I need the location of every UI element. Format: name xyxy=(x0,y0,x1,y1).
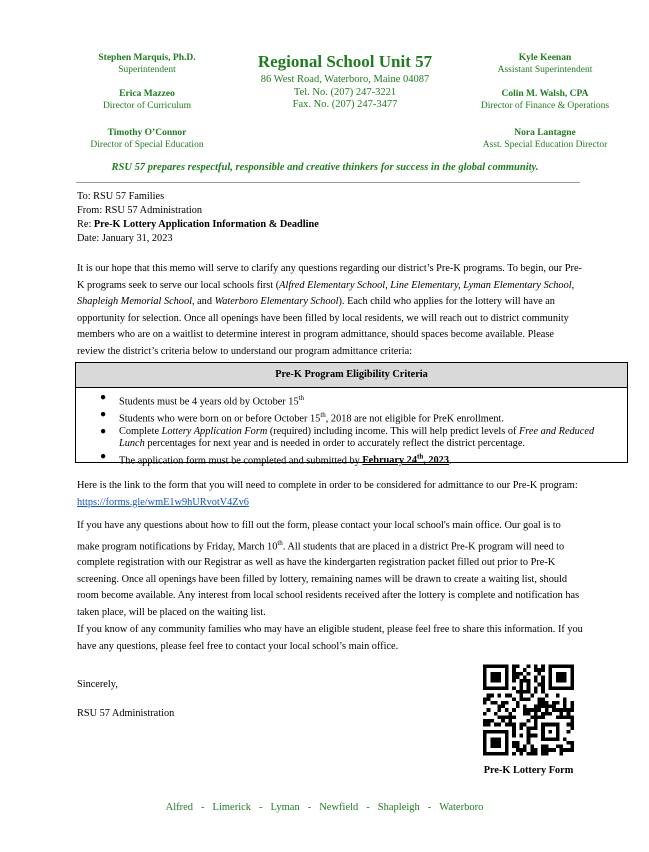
intro-paragraph xyxy=(77,261,583,360)
staff-right-2 xyxy=(470,88,620,112)
deadline-year: , 2023 xyxy=(423,455,449,467)
separator: - xyxy=(427,802,432,813)
criteria-item xyxy=(76,409,627,426)
town: Alfred xyxy=(165,802,194,813)
criteria-item xyxy=(76,451,627,468)
memo-subject: Pre-K Lottery Application Information & Deadline xyxy=(93,219,319,230)
district-fax: Fax. No. (207) 247-3477 xyxy=(292,99,398,110)
link-text: Here is the link to the form that you will need to complete in order to be considered for admittance to our Pre-K program: xyxy=(77,480,578,491)
staff-role: Director of Finance & Operations xyxy=(480,101,610,111)
memo-date: Date: January 31, 2023 xyxy=(77,233,173,244)
criteria-text: Students must be 4 years old by October 15 xyxy=(119,396,299,408)
questions-text: . All students that are placed in a district Pre-K program will need to complete registration with our Registrar as well as have the kindergarten registration packet filled out prior to Pre-K screening. Once all openings have been filled by lottery, remaining names will be drawn to create a waiting list, should room become available. Any interest from local school residents received after the lottery is complete and notification has taken place, will be placed on the waiting list. xyxy=(77,540,580,618)
town: Limerick xyxy=(212,802,252,813)
staff-name: Nora Lantagne xyxy=(514,128,576,138)
criteria-emphasis: Free and Reduced Lunch xyxy=(119,425,595,450)
separator: - xyxy=(307,802,312,813)
memo-to: To: RSU 57 Families xyxy=(77,191,165,202)
criteria-text: percentages for next year and is needed in order to accurately reflect the district percentage. xyxy=(144,438,525,450)
memo-re-prefix: Re: xyxy=(77,219,94,230)
criteria-text: , 2018 are not eligible for PreK enrollment. xyxy=(325,413,504,425)
superscript: th xyxy=(277,538,283,547)
bullet-icon: ● xyxy=(100,450,107,462)
district-tel: Tel. No. (207) 247-3221 xyxy=(293,86,397,98)
letterhead-center xyxy=(214,52,476,112)
criteria-text: Complete xyxy=(119,425,162,437)
criteria-heading: Pre-K Program Eligibility Criteria xyxy=(76,363,627,388)
district-title: Regional School Unit 57 xyxy=(257,52,433,71)
header-divider xyxy=(76,182,580,183)
share-paragraph: If you know of any community families who may have an eligible student, please feel free to share this information. If you have any questions, please feel free to contact your local school’s main office. xyxy=(77,624,583,652)
bullet-icon: ● xyxy=(100,392,107,403)
deadline-period: . xyxy=(448,455,452,467)
superscript: th xyxy=(320,410,326,419)
staff-role: Superintendent xyxy=(118,65,176,75)
closing-sincerely: Sincerely, xyxy=(77,679,118,690)
intro-school-b: Shapleigh Memorial School xyxy=(77,296,192,307)
intro-schools-a: Alfred Elementary School, Line Elementary, Lyman Elementary School xyxy=(279,279,572,291)
closing-signature: RSU 57 Administration xyxy=(77,708,175,719)
deadline xyxy=(362,452,449,467)
staff-role: Assistant Superintendent xyxy=(497,65,593,75)
staff-name: Stephen Marquis, Ph.D. xyxy=(98,53,196,63)
memo-header xyxy=(77,190,319,246)
superscript: th xyxy=(298,394,305,402)
intro-comma: , xyxy=(571,279,575,291)
deadline-date: February 24 xyxy=(362,455,417,467)
bullet-icon: ● xyxy=(100,408,107,420)
criteria-list xyxy=(76,392,627,468)
link-paragraph xyxy=(77,478,583,511)
footer-towns xyxy=(0,802,649,813)
criteria-item xyxy=(76,392,627,409)
intro-and: , and xyxy=(191,296,215,307)
staff-left-1 xyxy=(82,52,212,76)
eligibility-criteria-box xyxy=(75,362,628,467)
criteria-text: The application form must be completed and submitted by xyxy=(119,455,363,467)
criteria-item xyxy=(76,426,627,451)
questions-text: If you have any questions about how to fill out the form, please contact your local school's main office. Our goal is to make program notifications by Friday, March 10 xyxy=(77,520,561,552)
town: Lyman xyxy=(270,802,300,813)
staff-name: Colin M. Walsh, CPA xyxy=(501,89,589,99)
town: Shapleigh xyxy=(377,802,420,813)
staff-role: Director of Curriculum xyxy=(102,101,192,111)
separator: - xyxy=(259,802,263,813)
staff-name: Erica Mazzeo xyxy=(119,89,175,99)
bullet-icon: ● xyxy=(100,425,107,437)
criteria-text: (required) including income. This will help predict levels of xyxy=(267,425,519,437)
staff-right-3 xyxy=(470,127,620,151)
district-motto: RSU 57 prepares respectful, responsible and creative thinkers for success in the global community. xyxy=(111,162,539,173)
staff-name: Timothy O’Connor xyxy=(107,128,187,138)
separator: - xyxy=(366,802,370,813)
memo-re xyxy=(77,218,319,232)
memo-from: From: RSU 57 Administration xyxy=(77,205,203,216)
qr-label: Pre-K Lottery Form xyxy=(483,765,574,776)
staff-role: Director of Special Education xyxy=(90,140,204,150)
staff-left-2 xyxy=(72,88,222,112)
superscript: th xyxy=(416,452,424,461)
qr-code-image xyxy=(483,664,574,756)
separator: - xyxy=(201,802,205,813)
application-form-link[interactable]: https://forms.gle/wmE1w9hURvotV4Zv6 xyxy=(77,496,249,508)
staff-right-1 xyxy=(470,52,620,76)
town: Waterboro xyxy=(439,802,484,813)
staff-role: Asst. Special Education Director xyxy=(482,140,608,150)
intro-text-1: It is our hope that this memo will serve to clarify any questions regarding our district’s Pre-K programs. To begin, our Pre-K programs seek to serve our local schools first ( xyxy=(77,263,582,291)
district-address: 86 West Road, Waterboro, Maine 04087 xyxy=(260,74,430,85)
staff-left-3 xyxy=(72,127,222,151)
intro-school-c: Waterboro Elementary School xyxy=(214,296,339,307)
intro-text-2: ). Each child who applies for the lottery will have an opportunity for selection. Once all openings have been filled by local residents, we will reach out to district community members who are on a waitlist to determine interest in program admittance, should spaces become available. Please review the district’s criteria below to understand our program admittance criteria: xyxy=(77,296,569,357)
criteria-text: Students who were born on or before October 15 xyxy=(119,413,321,425)
staff-name: Kyle Keenan xyxy=(518,53,572,63)
criteria-emphasis: Lottery Application Form xyxy=(161,425,268,437)
questions-paragraph xyxy=(77,518,583,621)
town: Newfield xyxy=(319,802,359,813)
